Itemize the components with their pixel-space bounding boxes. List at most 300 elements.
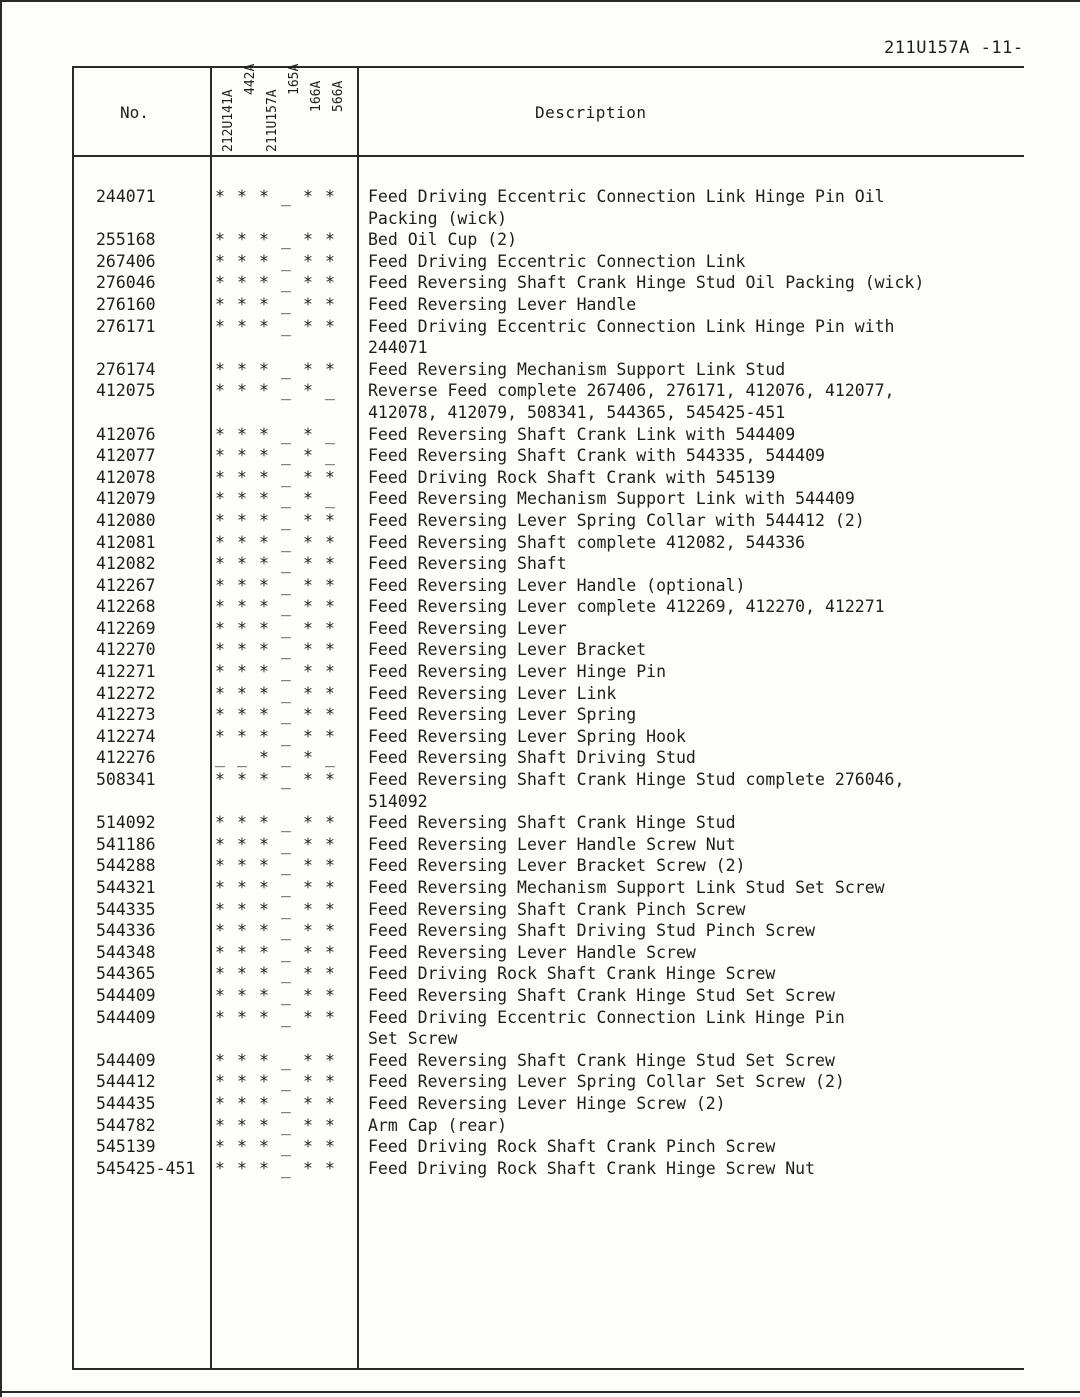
model-mark: _	[281, 1137, 291, 1157]
model-mark: *	[303, 1137, 313, 1157]
model-marks	[214, 963, 336, 985]
model-mark: *	[303, 726, 313, 746]
model-marks	[214, 985, 336, 1007]
part-description: Feed Reversing Shaft Driving Stud Pinch Screw	[368, 921, 816, 941]
model-mark: *	[237, 1115, 247, 1135]
part-number: 508341	[96, 770, 156, 790]
model-mark: _	[281, 187, 291, 206]
model-mark: _	[281, 942, 291, 962]
model-marks	[214, 251, 336, 273]
model-mark: *	[303, 273, 313, 293]
model-mark: *	[259, 856, 269, 876]
model-marks	[214, 596, 336, 618]
model-mark: _	[281, 424, 291, 444]
model-mark: *	[215, 878, 225, 897]
model-mark: *	[259, 575, 269, 595]
part-description: Feed Reversing Shaft Crank Hinge Stud Set Screw	[368, 985, 835, 1005]
model-mark: *	[303, 748, 313, 768]
model-mark: *	[237, 316, 247, 336]
model-165A: 165A	[287, 63, 302, 95]
part-number: 276046	[96, 273, 156, 293]
model-mark: *	[215, 1050, 225, 1070]
model-mark: *	[303, 554, 313, 574]
part-description: Feed Driving Rock Shaft Crank with 545139	[368, 467, 776, 487]
model-mark: *	[215, 316, 225, 336]
part-description: Feed Reversing Lever Hinge Pin	[368, 662, 667, 682]
model-mark: *	[259, 187, 269, 206]
model-marks	[214, 229, 336, 251]
model-marks	[214, 272, 336, 294]
model-mark: *	[215, 1072, 225, 1092]
model-mark: *	[215, 618, 225, 638]
model-mark: *	[237, 878, 247, 897]
model-mark: _	[281, 770, 291, 790]
table-row	[0, 596, 1080, 618]
model-mark: _	[281, 899, 291, 919]
model-mark: *	[259, 770, 269, 790]
table-row	[0, 726, 1080, 748]
part-description: Feed Driving Eccentric Connection Link Hinge Pin Set Screw	[368, 1007, 845, 1049]
model-mark: _	[281, 726, 291, 746]
model-mark: *	[215, 705, 225, 725]
table-top-rule	[72, 66, 1024, 68]
part-number: 276174	[96, 359, 156, 379]
part-description: Feed Reversing Lever Spring Collar with 544412 (2)	[368, 510, 865, 530]
model-mark: *	[237, 273, 247, 293]
model-mark: *	[215, 575, 225, 595]
part-number: 514092	[96, 813, 156, 833]
table-row	[0, 1050, 1080, 1072]
model-mark: *	[215, 1158, 225, 1178]
model-mark: _	[325, 748, 335, 768]
model-mark: *	[325, 1093, 335, 1113]
model-mark: *	[237, 467, 247, 487]
part-description: Feed Reversing Lever Handle (optional)	[368, 575, 746, 595]
part-number: 412081	[96, 532, 156, 552]
model-mark: *	[237, 662, 247, 682]
model-mark: *	[259, 640, 269, 660]
model-mark: *	[325, 294, 335, 314]
part-description: Feed Reversing Shaft Driving Stud	[368, 748, 696, 768]
model-mark: *	[237, 921, 247, 941]
model-mark: *	[303, 964, 313, 984]
part-description: Feed Reversing Shaft	[368, 554, 567, 574]
model-mark: *	[303, 985, 313, 1005]
model-mark: *	[237, 705, 247, 725]
model-mark: *	[237, 381, 247, 401]
model-mark: *	[303, 856, 313, 876]
model-mark: *	[215, 467, 225, 487]
part-number: 255168	[96, 230, 156, 250]
model-mark: _	[281, 359, 291, 379]
model-mark: *	[303, 834, 313, 854]
part-number: 276171	[96, 316, 156, 336]
table-row	[0, 834, 1080, 856]
model-mark: _	[281, 467, 291, 487]
part-description: Feed Reversing Lever	[368, 618, 567, 638]
table-row	[0, 747, 1080, 769]
table-row	[0, 769, 1080, 812]
model-mark: *	[303, 683, 313, 703]
model-mark: *	[215, 294, 225, 314]
model-marks	[214, 726, 336, 748]
model-211U157A: 211U157A	[265, 89, 280, 152]
model-mark: *	[259, 683, 269, 703]
model-mark: _	[325, 446, 335, 466]
part-number: 412082	[96, 554, 156, 574]
model-mark: *	[259, 597, 269, 617]
model-mark: *	[303, 1050, 313, 1070]
model-mark: *	[215, 921, 225, 941]
part-description: Feed Reversing Lever Handle Screw	[368, 942, 696, 962]
model-mark: _	[281, 921, 291, 941]
model-mark: *	[325, 921, 335, 941]
model-mark: *	[259, 1050, 269, 1070]
model-mark: *	[303, 359, 313, 379]
model-mark: *	[303, 1093, 313, 1113]
model-mark: *	[215, 510, 225, 530]
model-mark: *	[237, 446, 247, 466]
part-number: 544412	[96, 1072, 156, 1092]
model-mark: *	[237, 964, 247, 984]
model-mark: _	[215, 748, 225, 768]
model-mark: *	[303, 705, 313, 725]
table-row	[0, 575, 1080, 597]
table-row	[0, 899, 1080, 921]
part-number: 267406	[96, 251, 156, 271]
part-number: 412077	[96, 446, 156, 466]
model-mark: *	[237, 510, 247, 530]
table-row	[0, 920, 1080, 942]
model-mark: *	[303, 424, 313, 444]
model-mark: *	[325, 359, 335, 379]
model-mark: *	[325, 964, 335, 984]
table-row	[0, 380, 1080, 423]
header-no: No.	[120, 103, 149, 122]
model-mark: *	[237, 813, 247, 833]
model-mark: _	[281, 273, 291, 293]
model-mark: *	[215, 640, 225, 660]
table-bottom-rule	[72, 1368, 1024, 1370]
model-marks	[214, 575, 336, 597]
model-mark: *	[215, 1007, 225, 1027]
model-mark: _	[281, 597, 291, 617]
model-mark: *	[259, 662, 269, 682]
table-row	[0, 467, 1080, 489]
model-mark: *	[259, 467, 269, 487]
model-mark: *	[237, 683, 247, 703]
table-row	[0, 942, 1080, 964]
model-mark: *	[303, 921, 313, 941]
table-row	[0, 618, 1080, 640]
part-number: 412273	[96, 705, 156, 725]
part-description: Arm Cap (rear)	[368, 1115, 508, 1135]
model-mark: *	[259, 446, 269, 466]
header-description: Description	[535, 103, 647, 122]
model-mark: *	[303, 942, 313, 962]
model-marks	[214, 747, 336, 769]
model-mark: *	[325, 640, 335, 660]
model-mark: *	[303, 381, 313, 401]
model-mark: *	[325, 187, 335, 206]
model-mark: *	[237, 1137, 247, 1157]
model-marks	[214, 920, 336, 942]
model-mark: _	[281, 230, 291, 250]
model-mark: *	[259, 964, 269, 984]
model-mark: *	[215, 856, 225, 876]
model-mark: _	[281, 575, 291, 595]
model-marks	[214, 942, 336, 964]
model-mark: _	[281, 878, 291, 897]
model-marks	[214, 316, 336, 338]
model-mark: *	[259, 942, 269, 962]
model-mark: *	[303, 446, 313, 466]
parts-table-body	[0, 186, 1080, 1179]
model-mark: *	[259, 532, 269, 552]
model-mark: *	[259, 381, 269, 401]
model-566A: 566A	[331, 80, 346, 112]
model-mark: *	[215, 489, 225, 509]
model-mark: *	[325, 554, 335, 574]
model-mark: *	[215, 554, 225, 574]
model-mark: *	[237, 575, 247, 595]
model-mark: *	[259, 273, 269, 293]
model-mark: *	[215, 899, 225, 919]
model-mark: *	[259, 554, 269, 574]
model-mark: *	[325, 856, 335, 876]
part-description: Feed Reversing Mechanism Support Link Stud	[368, 359, 786, 379]
model-marks	[214, 769, 336, 791]
model-mark: *	[303, 187, 313, 206]
table-row	[0, 445, 1080, 467]
model-mark: *	[215, 942, 225, 962]
part-number: 412267	[96, 575, 156, 595]
model-mark: *	[325, 316, 335, 336]
part-number: 545139	[96, 1137, 156, 1157]
table-row	[0, 553, 1080, 575]
model-mark: *	[259, 921, 269, 941]
model-marks	[214, 855, 336, 877]
part-number: 544409	[96, 1050, 156, 1070]
model-mark: *	[259, 748, 269, 768]
model-mark: *	[237, 942, 247, 962]
model-marks	[214, 445, 336, 467]
model-mark: _	[281, 554, 291, 574]
model-mark: *	[215, 683, 225, 703]
model-marks	[214, 1071, 336, 1093]
model-mark: _	[281, 1072, 291, 1092]
part-number: 544435	[96, 1093, 156, 1113]
part-description: Feed Reversing Mechanism Support Link Stud Set Screw	[368, 878, 885, 897]
model-mark: *	[325, 510, 335, 530]
model-mark: *	[215, 834, 225, 854]
part-description: Feed Reversing Lever Spring	[368, 705, 637, 725]
model-mark: *	[259, 489, 269, 509]
model-mark: _	[281, 294, 291, 314]
model-mark: *	[215, 446, 225, 466]
model-mark: *	[325, 705, 335, 725]
model-mark: *	[237, 251, 247, 271]
table-row	[0, 639, 1080, 661]
model-mark: *	[215, 662, 225, 682]
model-mark: _	[281, 834, 291, 854]
model-mark: *	[325, 770, 335, 790]
model-marks	[214, 899, 336, 921]
part-description: Feed Reversing Lever Bracket	[368, 640, 647, 660]
part-number: 544365	[96, 964, 156, 984]
model-mark: *	[325, 878, 335, 897]
part-number: 412076	[96, 424, 156, 444]
model-mark: *	[215, 597, 225, 617]
model-mark: _	[281, 1115, 291, 1135]
table-row	[0, 1158, 1080, 1180]
part-number: 276160	[96, 294, 156, 314]
model-mark: _	[325, 381, 335, 401]
model-mark: *	[237, 899, 247, 919]
model-mark: *	[237, 424, 247, 444]
table-row	[0, 251, 1080, 273]
model-mark: *	[259, 1158, 269, 1178]
model-mark: *	[215, 964, 225, 984]
model-marks	[214, 812, 336, 834]
model-mark: *	[325, 813, 335, 833]
table-row	[0, 186, 1080, 229]
model-marks	[214, 877, 336, 899]
model-marks	[214, 294, 336, 316]
model-mark: *	[259, 230, 269, 250]
model-marks	[214, 661, 336, 683]
model-mark: _	[281, 532, 291, 552]
part-description: Feed Reversing Lever Hinge Screw (2)	[368, 1093, 726, 1113]
part-description: Feed Reversing Mechanism Support Link with 544409	[368, 489, 855, 509]
model-mark: _	[281, 705, 291, 725]
model-mark: _	[237, 748, 247, 768]
table-row	[0, 1071, 1080, 1093]
model-marks	[214, 704, 336, 726]
model-mark: *	[303, 230, 313, 250]
model-mark: *	[303, 532, 313, 552]
part-number: 541186	[96, 834, 156, 854]
table-row	[0, 855, 1080, 877]
top-border	[0, 0, 1080, 2]
model-marks	[214, 1158, 336, 1180]
model-mark: *	[237, 554, 247, 574]
model-mark: *	[215, 770, 225, 790]
model-mark: *	[237, 770, 247, 790]
model-mark: *	[237, 834, 247, 854]
part-description: Feed Reversing Lever Spring Collar Set Screw (2)	[368, 1072, 845, 1092]
model-marks	[214, 380, 336, 402]
part-description: Feed Reversing Lever Spring Hook	[368, 726, 686, 746]
model-mark: *	[325, 985, 335, 1005]
model-mark: *	[259, 294, 269, 314]
model-mark: *	[237, 187, 247, 206]
part-number: 412268	[96, 597, 156, 617]
model-mark: _	[281, 446, 291, 466]
model-mark: *	[259, 1007, 269, 1027]
model-mark: *	[215, 230, 225, 250]
model-mark: *	[215, 813, 225, 833]
model-mark: *	[325, 942, 335, 962]
table-row	[0, 359, 1080, 381]
part-description: Feed Reversing Shaft Crank with 544335, 544409	[368, 446, 825, 466]
model-mark: *	[237, 856, 247, 876]
model-marks	[214, 467, 336, 489]
model-mark: *	[237, 1050, 247, 1070]
model-mark: *	[325, 899, 335, 919]
table-row	[0, 963, 1080, 985]
part-number: 544321	[96, 878, 156, 897]
model-mark: *	[325, 273, 335, 293]
model-mark: *	[303, 878, 313, 897]
model-mark: *	[325, 597, 335, 617]
table-row	[0, 424, 1080, 446]
model-mark: *	[259, 1093, 269, 1113]
model-marks	[214, 553, 336, 575]
model-mark: *	[237, 1093, 247, 1113]
model-marks	[214, 683, 336, 705]
part-number: 544336	[96, 921, 156, 941]
model-mark: *	[303, 1007, 313, 1027]
model-mark: *	[259, 359, 269, 379]
model-mark: *	[303, 489, 313, 509]
part-description: Feed Reversing Shaft Crank Pinch Screw	[368, 899, 746, 919]
part-description: Feed Driving Eccentric Connection Link Hinge Pin Oil Packing (wick)	[368, 187, 885, 228]
model-mark: *	[325, 834, 335, 854]
model-mark: *	[259, 510, 269, 530]
model-mark: _	[281, 251, 291, 271]
part-number: 412079	[96, 489, 156, 509]
model-marks	[214, 834, 336, 856]
model-marks	[214, 186, 336, 208]
model-mark: *	[237, 985, 247, 1005]
table-row	[0, 488, 1080, 510]
model-mark: _	[281, 964, 291, 984]
model-mark: *	[303, 899, 313, 919]
part-number: 412272	[96, 683, 156, 703]
model-mark: *	[259, 1137, 269, 1157]
model-mark: _	[281, 856, 291, 876]
model-mark: *	[259, 899, 269, 919]
table-row	[0, 316, 1080, 359]
model-mark: *	[325, 1050, 335, 1070]
model-mark: _	[281, 640, 291, 660]
model-mark: *	[259, 834, 269, 854]
model-mark: *	[303, 662, 313, 682]
part-number: 412274	[96, 726, 156, 746]
model-mark: *	[215, 726, 225, 746]
page-number: 211U157A -11-	[884, 38, 1024, 58]
model-mark: *	[303, 640, 313, 660]
model-mark: *	[325, 1115, 335, 1135]
model-212U141A: 212U141A	[221, 89, 236, 152]
model-mark: _	[281, 813, 291, 833]
header-rule	[72, 155, 1024, 157]
model-mark: *	[237, 359, 247, 379]
part-description: Feed Reversing Shaft complete 412082, 544336	[368, 532, 806, 552]
model-mark: *	[215, 424, 225, 444]
model-mark: *	[259, 1115, 269, 1135]
model-mark: *	[237, 294, 247, 314]
model-mark: *	[237, 1007, 247, 1027]
model-mark: *	[303, 251, 313, 271]
model-mark: *	[325, 662, 335, 682]
model-mark: _	[281, 683, 291, 703]
model-marks	[214, 1007, 336, 1029]
part-number: 412269	[96, 618, 156, 638]
model-mark: _	[281, 316, 291, 336]
model-mark: *	[259, 726, 269, 746]
